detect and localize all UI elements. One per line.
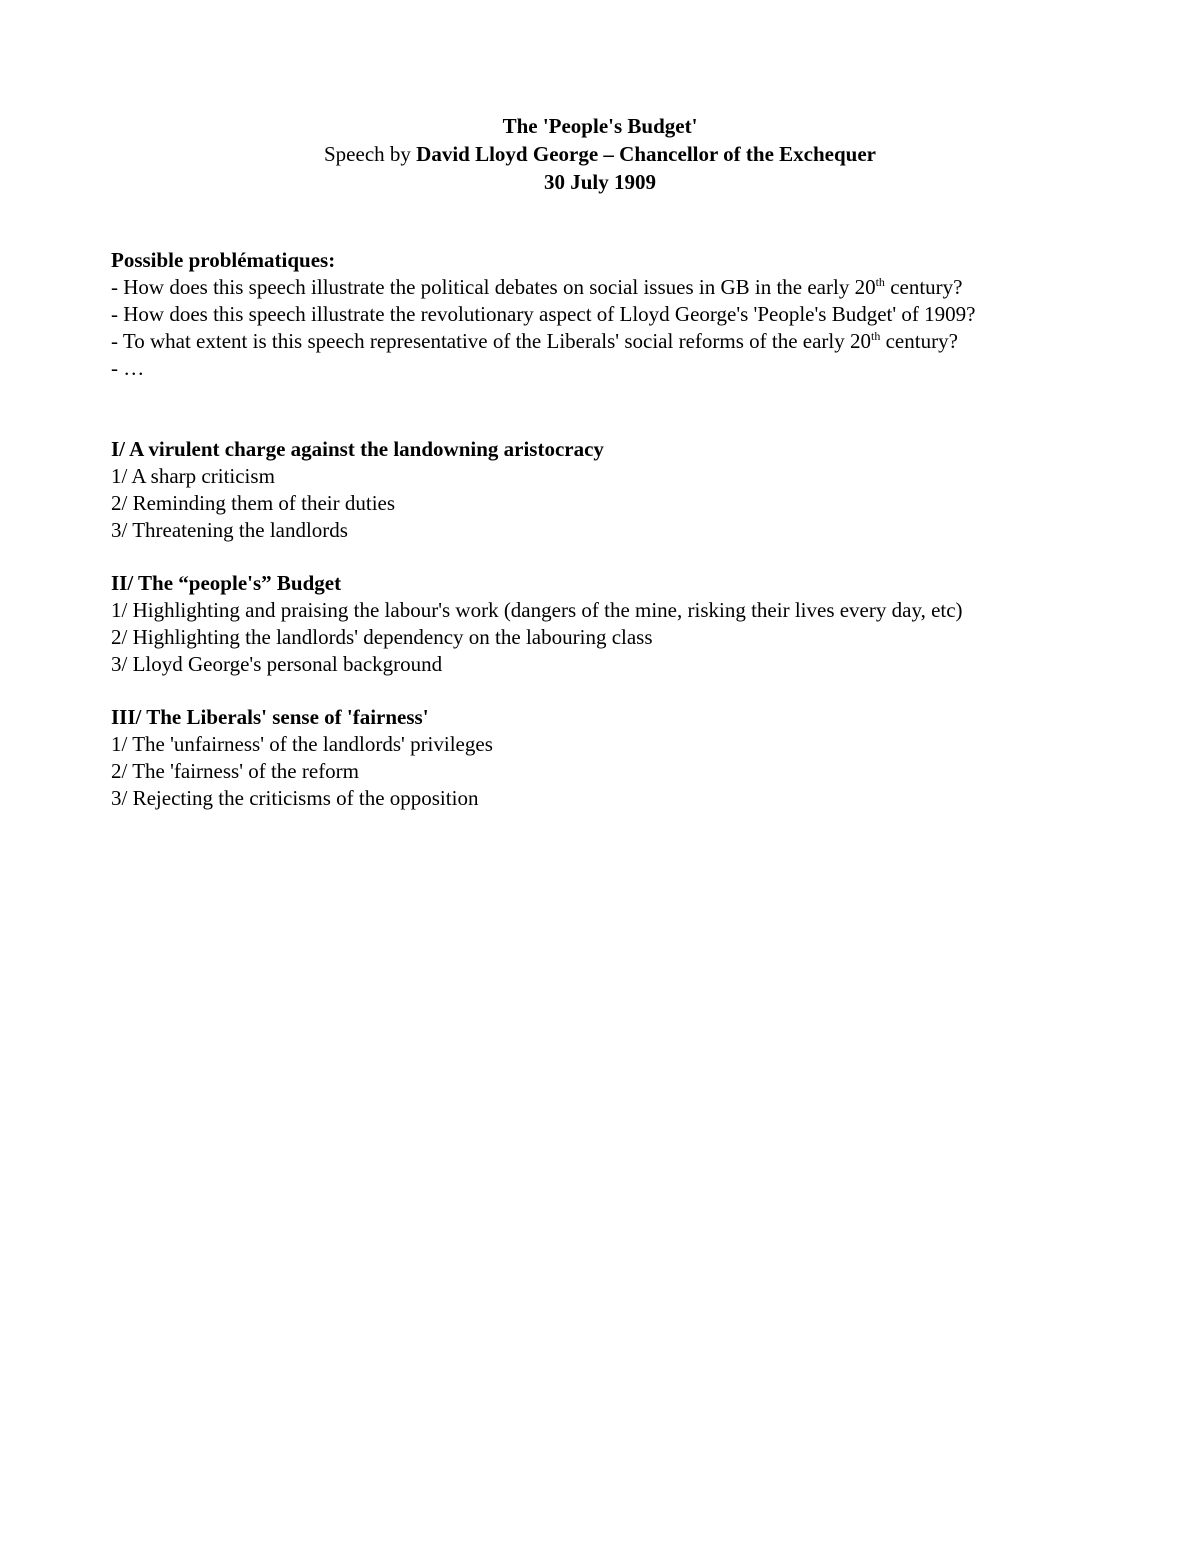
speaker-name: David Lloyd George – Chancellor of the Exchequer [416, 142, 876, 166]
problematique-ellipsis: - … [111, 356, 145, 380]
speech-date: 30 July 1909 [543, 170, 656, 194]
section-item: 1/ The 'unfairness' of the landlords' privileges [111, 732, 493, 756]
document-body [111, 247, 1111, 812]
problematique-question: - To what extent is this speech representative of the Liberals' social reforms of the early 20th century? [111, 329, 958, 353]
spacer [111, 382, 1111, 436]
section-item: 3/ Rejecting the criticisms of the opposition [111, 786, 479, 810]
section-item: 3/ Lloyd George's personal background [111, 652, 443, 676]
problematique-question: - How does this speech illustrate the revolutionary aspect of Lloyd George's 'People's Budget' of 1909? [111, 302, 976, 326]
spacer [111, 678, 1111, 704]
title-block [0, 112, 1200, 196]
spacer [111, 544, 1111, 570]
speech-prefix: Speech by [324, 142, 417, 166]
problematique-question: - How does this speech illustrate the political debates on social issues in GB in the early 20th century? [111, 275, 963, 299]
section-item: 2/ Reminding them of their duties [111, 491, 396, 515]
speech-byline [0, 140, 1200, 168]
section-item: 2/ Highlighting the landlords' dependency on the labouring class [111, 625, 653, 649]
section-item: 2/ The 'fairness' of the reform [111, 759, 360, 783]
section-heading: II/ The “people's” Budget [111, 571, 342, 595]
section-item: 3/ Threatening the landlords [111, 518, 348, 542]
section-heading: III/ The Liberals' sense of 'fairness' [111, 705, 429, 729]
section-item: 1/ A sharp criticism [111, 464, 275, 488]
document-title: The 'People's Budget' [502, 114, 698, 138]
section-heading: I/ A virulent charge against the landowning aristocracy [111, 437, 604, 461]
problematiques-heading: Possible problématiques: [111, 248, 336, 272]
section-item: 1/ Highlighting and praising the labour's work (dangers of the mine, risking their lives every day, etc) [111, 598, 963, 622]
